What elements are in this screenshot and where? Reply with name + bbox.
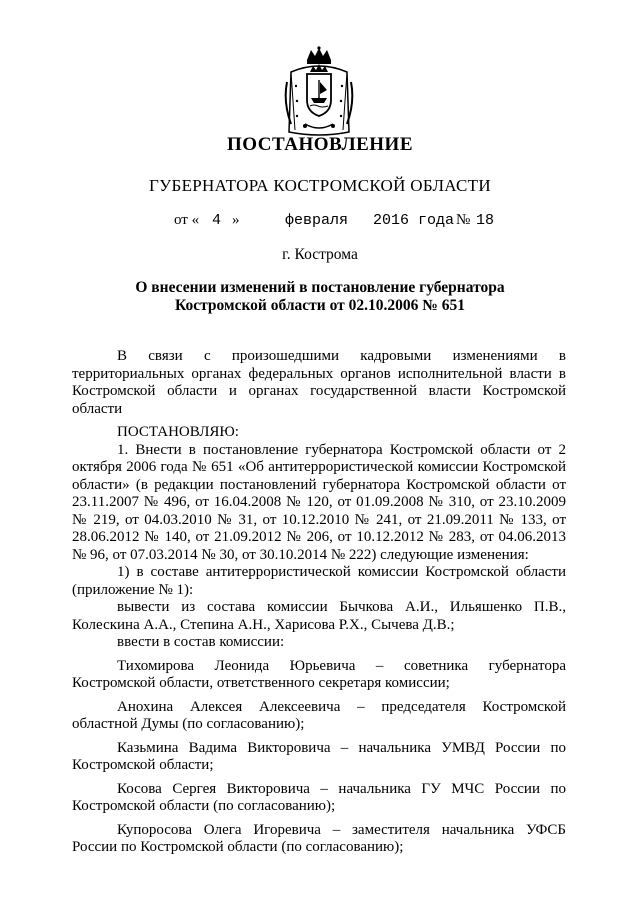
intro-first-line: В связи с произошедшими кадровыми изменениями в — [117, 348, 566, 364]
remove-members: вывести из состава комиссии Бычкова А.И., Ильяшенко П.В., Колескина А.А., Степина А.Н., Харисова Р.Х., Сычева Д.В.; — [72, 599, 566, 633]
add-members-label: ввести в состав комиссии: — [117, 634, 285, 650]
sub-item-1: 1) в составе антитеррористической комиссии Костромской области (приложение № 1): — [72, 564, 566, 598]
document-title: ПОСТАНОВЛЕНИЕ — [226, 134, 414, 155]
date-month: февраля — [285, 212, 349, 229]
decree-word: ПОСТАНОВЛЯЮ: — [117, 424, 239, 440]
number-sign: № — [456, 212, 471, 228]
member-entry: Косова Сергея Викторовича – начальника ГУ МЧС России по Костромской области (по согласованию); — [72, 780, 566, 814]
member-entry: Тихомирова Леонида Юрьевича – советника губернатора Костромской области, ответственного секретаря комиссии; — [72, 657, 566, 691]
heading-line-1: О внесении изменений в постановление губернатора — [135, 279, 505, 296]
date-quote-close: » — [232, 212, 240, 228]
document-city: г. Кострома — [282, 246, 358, 263]
document-issuer: ГУБЕРНАТОРА КОСТРОМСКОЙ ОБЛАСТИ — [149, 176, 491, 195]
member-entry: Купоросова Олега Игоревича – заместителя начальника УФСБ России по Костромской области (по согласованию); — [72, 821, 566, 855]
member-entry: Анохина Алексея Алексеевича – председателя Костромской областной Думы (по согласованию); — [72, 698, 566, 732]
date-year: 2016 года — [373, 212, 455, 229]
document-body — [72, 348, 566, 857]
intro-paragraph: территориальных органах федеральных органов исполнительной власти в Костромской области и органах государственной власти Костромской области — [72, 365, 566, 417]
document-heading — [0, 279, 640, 315]
date-prefix: от « — [174, 212, 200, 228]
item-1: 1. Внести в постановление губернатора Костромской области от 2 октября 2006 года № 651 «Об антитеррористической комиссии Костромской области» (в редакции постановлений губернатора Костромской области от 23.11.2007 № 496, от 16.04.2008 № 120, от 01.09.2008 № 310, от 23.10.2009 № 219, от 04.03.2010 № 31, от 10.12.2010 № 241, от 21.09.2011 № 133, от 28.06.2012 № 140, от 21.09.2012 № 206, от 10.12.2012 № 283, от 04.06.2013 № 96, от 07.03.2014 № 30, от 30.10.2014 № 222) следующие изменения: — [72, 441, 566, 563]
heading-line-2: Костромской области от 02.10.2006 № 651 — [175, 297, 465, 314]
member-entry: Казьмина Вадима Викторовича – начальника УМВД России по Костромской области; — [72, 739, 566, 773]
date-line — [0, 212, 640, 232]
date-day: 4 — [212, 212, 222, 229]
document-number: 18 — [476, 212, 495, 229]
coat-of-arms-icon — [283, 46, 355, 138]
